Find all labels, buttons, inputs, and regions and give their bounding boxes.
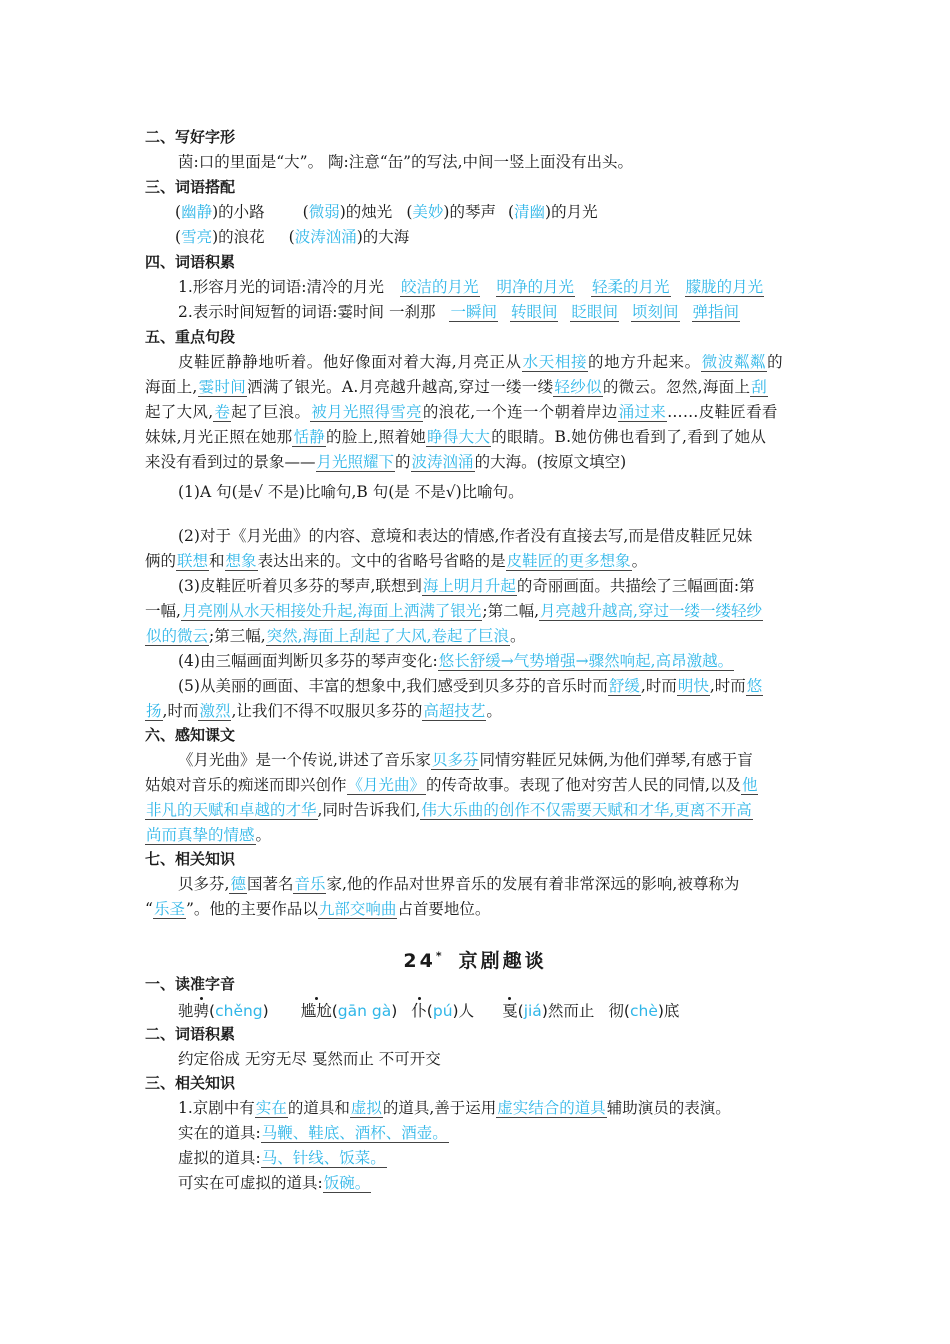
- char: 底: [663, 1002, 680, 1020]
- text: 洒满了银光。A.月亮越升越高,穿过一缕一缕: [247, 378, 554, 396]
- answer: 眨眼间: [571, 303, 618, 321]
- text: 可实在可虚拟的道具:: [178, 1174, 323, 1192]
- text: ;第二幅,: [482, 602, 540, 620]
- answer: 月光照耀下: [316, 453, 395, 471]
- paragraph-line: [145, 897, 490, 921]
- text-line: [178, 1121, 449, 1145]
- section-heading: 三、词语搭配: [145, 178, 236, 196]
- dotted-char: 仆: [411, 1002, 427, 1020]
- answer: 他: [741, 776, 758, 794]
- answer: 马、针线、饭菜。: [261, 1149, 386, 1167]
- text: 来没有看到过的景象——: [145, 453, 316, 471]
- answer: 轻柔的月光: [592, 278, 670, 296]
- question-line: [145, 699, 502, 723]
- text-line: [178, 1096, 731, 1120]
- text: 。: [510, 627, 526, 645]
- text: 的传奇故事。表现了他对穷苦人民的同情,以及: [426, 776, 741, 794]
- text: (5)从美丽的画面、丰富的想象中,我们感受到贝多芬的音乐时而: [178, 677, 608, 695]
- answer: 轻纱似: [554, 378, 602, 396]
- question: 1.形容月光的词语:清冷的月光: [178, 278, 385, 296]
- text: 的奇丽画面。共描绘了三幅画面:第: [516, 577, 755, 595]
- text: 的地方升起来。: [588, 353, 701, 371]
- text: 的小路: [218, 203, 265, 221]
- question-line: [145, 549, 647, 573]
- answer: 乐圣: [153, 900, 185, 918]
- text: 海面上,: [145, 378, 198, 396]
- section-heading: 七、相关知识: [145, 850, 236, 868]
- text: 的烛光: [345, 203, 393, 221]
- text: 起了巨浪。: [231, 403, 311, 421]
- paragraph-line: [145, 823, 271, 847]
- answer: 悠长舒缓→气势增强→骤然响起,高昂激越。: [438, 652, 734, 670]
- text: 的浪花: [218, 228, 265, 246]
- question-line: [178, 649, 734, 673]
- text: “: [145, 900, 153, 918]
- answer: 伟大乐曲的创作不仅需要天赋和才华,更离不开高: [421, 801, 752, 819]
- answer: 卷: [214, 403, 231, 421]
- pinyin: pú: [432, 1002, 453, 1020]
- answer: 虚实结合的道具: [497, 1099, 606, 1117]
- answer: 涌过来: [618, 403, 667, 421]
- answer: 顷刻间: [632, 303, 679, 321]
- answer: 微波粼粼: [701, 353, 767, 371]
- answer: 波涛汹涌: [411, 453, 474, 471]
- text: 和: [209, 552, 225, 570]
- text: 一幅,: [145, 602, 181, 620]
- text: 的浪花,一个连一个朝着岸边: [422, 403, 618, 421]
- section-heading: 三、相关知识: [145, 1074, 236, 1092]
- answer: 德: [230, 875, 246, 893]
- text: 皮鞋匠静静地听着。他好像面对着大海,月亮正从: [178, 353, 522, 371]
- text: 家,他的作品对世界音乐的发展有着非常深远的影响,被尊称为: [326, 875, 740, 893]
- question-line: [145, 624, 526, 648]
- text: 。: [486, 702, 502, 720]
- answer: 波涛汹涌: [294, 228, 357, 246]
- answer: 九部交响曲: [318, 900, 397, 918]
- answer: 微弱: [308, 203, 340, 221]
- question: 2.表示时间短暂的词语:霎时间 一刹那: [178, 303, 436, 321]
- text-line: (幽静)的小路 (微弱)的烛光 (美妙)的琴声 (清幽)的月光: [175, 203, 598, 221]
- char: 然而止: [547, 1002, 595, 1020]
- answer: 激烈: [199, 702, 231, 720]
- text: 国著名: [246, 875, 294, 893]
- paragraph-line: [178, 872, 739, 896]
- paragraph-line: [145, 798, 753, 822]
- section-heading: 一、读准字音: [145, 975, 236, 993]
- text: 的月光: [551, 203, 598, 221]
- answer: 非凡的天赋和卓越的才华: [146, 801, 317, 819]
- answer: 联想: [177, 552, 209, 570]
- answer: 突然,海面上刮起了大风,卷起了巨浪: [266, 627, 510, 645]
- question-line: [178, 674, 763, 698]
- answer: 转眼间: [510, 303, 558, 321]
- paragraph-line: [178, 748, 753, 772]
- section-heading: 六、感知课文: [145, 726, 236, 744]
- text: ,同时告诉我们,: [317, 801, 421, 819]
- answer: 悠: [746, 677, 763, 695]
- passage-line: [145, 425, 766, 449]
- question-line: [145, 599, 763, 623]
- answer: 霎时间: [198, 378, 247, 396]
- section-heading: 二、写好字形: [145, 128, 236, 146]
- text: ,时而: [162, 702, 199, 720]
- answer: 高超技艺: [423, 702, 486, 720]
- text-line: 约定俗成 无穷无尽 戛然而止 不可开交: [178, 1050, 441, 1068]
- text: 的微云。忽然,海面上: [602, 378, 751, 396]
- pinyin: chè: [629, 1002, 658, 1020]
- answer: 美妙: [412, 203, 444, 221]
- answer: 刮: [751, 378, 768, 396]
- text: 占首要地位。: [397, 900, 491, 918]
- text-line: 茵:口的里面是“大”。 陶:注意“缶”的写法,中间一竖上面没有出头。: [178, 153, 633, 171]
- section-heading: 二、词语积累: [145, 1025, 236, 1043]
- text-line: [178, 1146, 387, 1170]
- answer: 雪亮: [181, 228, 213, 246]
- pinyin: chěng: [215, 1002, 263, 1020]
- answer: 水天相接: [522, 353, 588, 371]
- answer: 皮鞋匠的更多想象: [506, 552, 631, 570]
- lesson-number: 24: [403, 950, 436, 972]
- answer: 月亮越升越高,穿过一缕一缕轻纱: [540, 602, 762, 620]
- text: (4)由三幅画面判断贝多芬的琴声变化:: [178, 652, 438, 670]
- answer: 海上明月升起: [422, 577, 516, 595]
- dotted-word: 尴尬: [300, 1002, 332, 1020]
- pinyin-line: 驰骋(chěng) 尴尬(gān gà) 仆(pú)人 戛(jiá)然而止 彻(chè)底: [178, 1002, 680, 1020]
- text: 的道具,善于运用: [382, 1099, 497, 1117]
- answer: 一瞬间: [450, 303, 497, 321]
- char: 彻: [608, 1002, 624, 1020]
- answer: 被月光照得雪亮: [311, 403, 422, 421]
- passage-line: [145, 375, 768, 399]
- lesson-title: [0, 946, 950, 973]
- text: 的大海。(按原文填空): [474, 453, 627, 471]
- text: 。: [631, 552, 648, 570]
- text: ”。他的主要作品以: [185, 900, 318, 918]
- text: 起了大风,: [145, 403, 214, 421]
- text: 的脸上,照着她: [326, 428, 427, 446]
- text: ,让我们不得不叹服贝多芬的: [231, 702, 423, 720]
- answer: 明净的月光: [496, 278, 575, 296]
- pinyin: gān gà: [337, 1002, 392, 1020]
- text: ;第三幅,: [209, 627, 266, 645]
- question: (1)A 句(是√ 不是)比喻句,B 句(是 不是√)比喻句。: [178, 483, 524, 501]
- text: ,时而: [709, 677, 746, 695]
- text: 辅助演员的表演。: [606, 1099, 731, 1117]
- text: 的大海: [362, 228, 410, 246]
- answer: 实在: [255, 1099, 287, 1117]
- text-line: [178, 275, 764, 299]
- text: 贝多芬,: [178, 875, 230, 893]
- answer: 幽静: [181, 203, 213, 221]
- text: 表达出来的。文中的省略号省略的是: [257, 552, 506, 570]
- text: 的眼睛。B.她仿佛也看到了,看到了她从: [491, 428, 767, 446]
- answer: 饭碗。: [323, 1174, 371, 1192]
- answer: 《月光曲》: [347, 776, 426, 794]
- answer: 恬静: [293, 428, 326, 446]
- answer: 虚拟: [350, 1099, 382, 1117]
- dotted-char: 戛: [502, 1002, 518, 1020]
- text: 实在的道具:: [178, 1124, 261, 1142]
- text: ……皮鞋匠看看: [667, 403, 778, 421]
- text: 1.京剧中有: [178, 1099, 255, 1117]
- text: 妹妹,月光正照在她那: [145, 428, 293, 446]
- passage-line: [178, 350, 783, 374]
- answer: 似的微云: [146, 627, 209, 645]
- passage-line: [145, 400, 778, 424]
- answer: 贝多芬: [431, 751, 479, 769]
- text: 的: [767, 353, 784, 371]
- text: ,时而: [640, 677, 677, 695]
- text: (3)皮鞋匠听着贝多芬的琴声,联想到: [178, 577, 422, 595]
- answer: 舒缓: [608, 677, 640, 695]
- answer: 清幽: [514, 203, 546, 221]
- pinyin: jiá: [523, 1002, 542, 1020]
- text: 俩的: [145, 552, 177, 570]
- text: 的道具和: [287, 1099, 350, 1117]
- answer: 朦胧的月光: [685, 278, 764, 296]
- text: 的: [395, 453, 411, 471]
- section-heading: 四、词语积累: [145, 253, 236, 271]
- passage-line: [145, 450, 626, 474]
- section-heading: 五、重点句段: [145, 328, 236, 346]
- question-line: [178, 574, 755, 598]
- answer: 马鞭、鞋底、酒杯、酒壶。: [261, 1124, 448, 1142]
- answer: 明快: [677, 677, 709, 695]
- char: 人: [458, 1002, 475, 1020]
- answer: 月亮刚从水天相接处升起,海面上洒满了银光: [181, 602, 482, 620]
- answer: 音乐: [294, 875, 326, 893]
- paragraph-line: [145, 773, 758, 797]
- answer: 尚而真挚的情感: [146, 826, 255, 844]
- question: (2)对于《月光曲》的内容、意境和表达的情感,作者没有直接去写,而是借皮鞋匠兄妹: [178, 527, 753, 545]
- answer: 弹指间: [692, 303, 740, 321]
- text-line: (雪亮)的浪花 (波涛汹涌)的大海: [175, 228, 410, 246]
- optional-mark: *: [435, 949, 445, 963]
- char: 驰: [178, 1002, 194, 1020]
- text: 《月光曲》是一个传说,讲述了音乐家: [178, 751, 431, 769]
- text: 同情穷鞋匠兄妹俩,为他们弹琴,有感于盲: [479, 751, 753, 769]
- answer: 想象: [225, 552, 257, 570]
- lesson-name: 京剧趣谈: [458, 950, 547, 972]
- dotted-char: 骋: [193, 1002, 210, 1020]
- answer: 扬: [146, 702, 162, 720]
- text-line: [178, 300, 740, 324]
- text-line: [178, 1171, 371, 1195]
- text: 的琴声: [449, 203, 496, 221]
- answer: 皎洁的月光: [401, 278, 479, 296]
- answer: 睁得大大: [427, 428, 491, 446]
- text: 虚拟的道具:: [178, 1149, 261, 1167]
- text: 。: [255, 826, 272, 844]
- text: 姑娘对音乐的痴迷而即兴创作: [145, 776, 347, 794]
